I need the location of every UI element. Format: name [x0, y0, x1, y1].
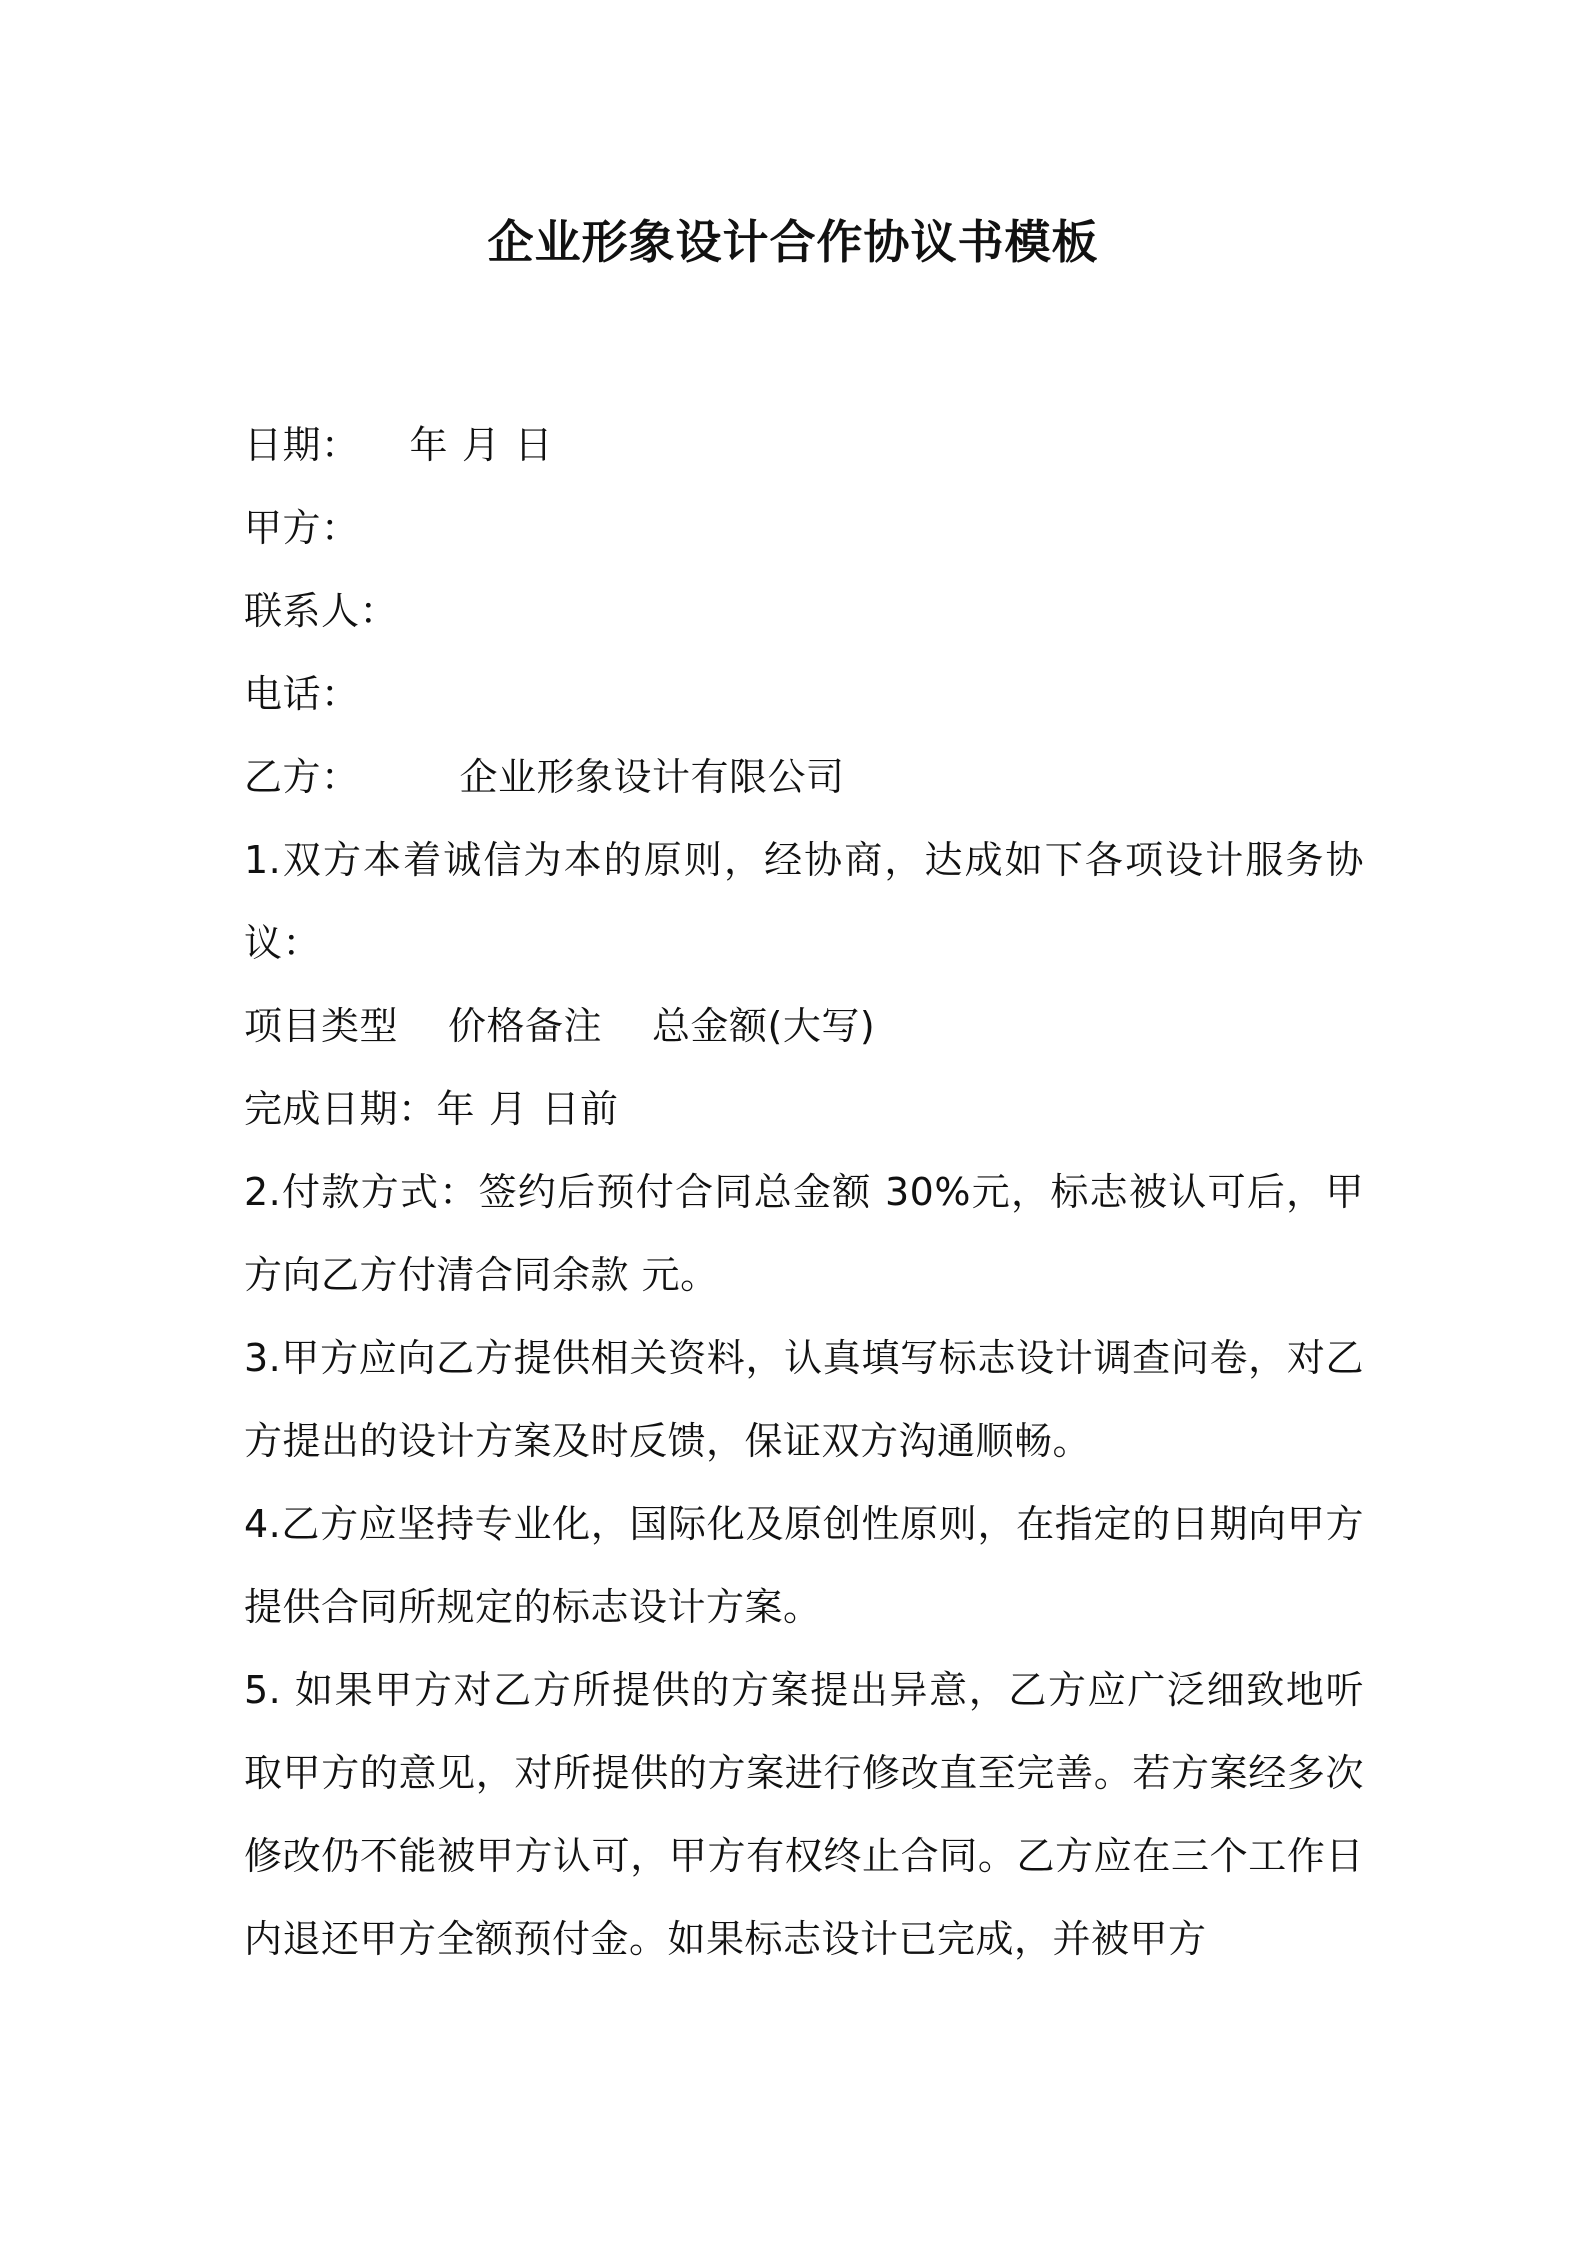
- completion-label: 完成日期：: [244, 1087, 437, 1131]
- date-month: 月: [462, 423, 501, 467]
- date-line: [244, 404, 1364, 487]
- document-body: [244, 404, 1364, 1981]
- table-header-line: [244, 985, 1364, 1068]
- clause-2: 2.付款方式：签约后预付合同总金额 30%元，标志被认可后，甲方向乙方付清合同余款 元。: [244, 1170, 1364, 1297]
- date-year: 年: [409, 423, 449, 467]
- party-b-value: 企业形象设计有限公司: [459, 755, 845, 799]
- col-total-amount: 总金额(大写): [652, 1004, 876, 1048]
- party-a-label: 甲方：: [244, 506, 360, 550]
- party-a-line: [244, 487, 1364, 570]
- contact-label: 联系人：: [244, 589, 399, 633]
- clause-5: 5. 如果甲方对乙方所提供的方案提出异意，乙方应广泛细致地听取甲方的意见，对所提供的方案进行修改直至完善。若方案经多次修改仍不能被甲方认可，甲方有权终止合同。乙方应在三个工作日内退还甲方全额预付金。如果标志设计已完成，并被甲方: [244, 1668, 1364, 1961]
- phone-line: [244, 653, 1364, 736]
- clause-1: 1.双方本着诚信为本的原则，经协商，达成如下各项设计服务协议：: [244, 838, 1364, 965]
- document-title: 企业形象设计合作协议书模板: [487, 215, 1099, 269]
- completion-line: [244, 1068, 1364, 1151]
- clause-3: 3.甲方应向乙方提供相关资料，认真填写标志设计调查问卷，对乙方提出的设计方案及时反馈，保证双方沟通顺畅。: [244, 1336, 1364, 1463]
- party-b-label: 乙方：: [244, 755, 360, 799]
- col-price-note: 价格备注: [448, 1004, 603, 1048]
- col-project-type: 项目类型: [244, 1004, 399, 1048]
- clause-4: 4.乙方应坚持专业化，国际化及原创性原则，在指定的日期向甲方提供合同所规定的标志设计方案。: [244, 1502, 1364, 1629]
- party-b-line: [244, 736, 1364, 819]
- contact-line: [244, 570, 1364, 653]
- completion-year: 年: [436, 1087, 476, 1131]
- date-label: 日期：: [244, 423, 360, 467]
- phone-label: 电话：: [244, 672, 360, 716]
- date-day: 日: [514, 423, 554, 467]
- completion-month: 月: [489, 1087, 528, 1131]
- completion-day: 日前: [541, 1087, 619, 1131]
